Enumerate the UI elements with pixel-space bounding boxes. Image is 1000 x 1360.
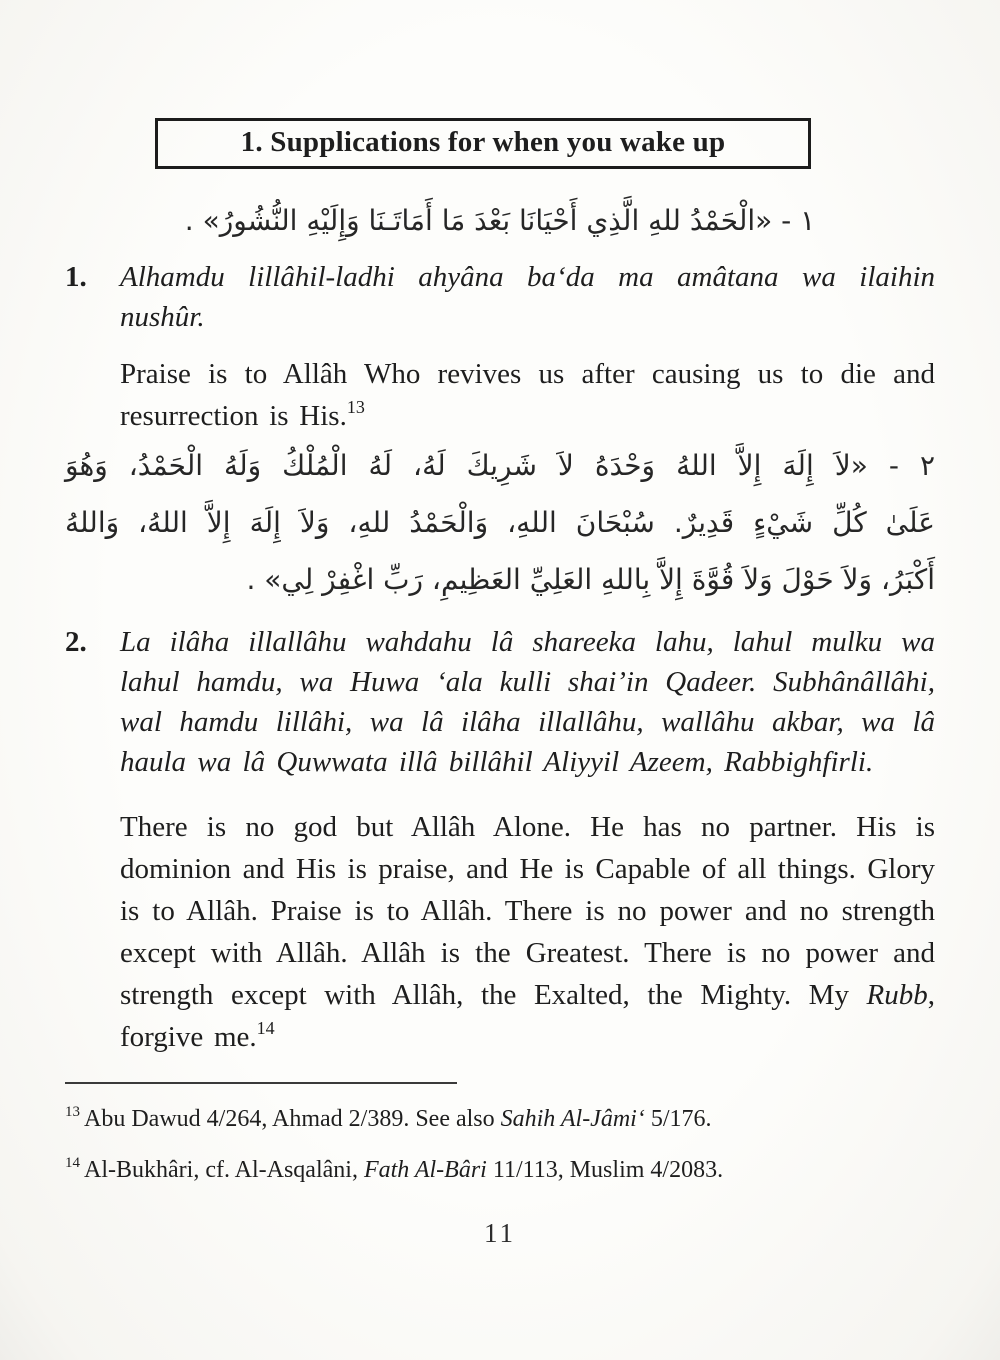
footnote-13-source-title: Sahih Al-Jâmi‘ <box>500 1106 651 1132</box>
footnote-14-text: Al-Bukhâri, cf. Al-Asqalâni, <box>84 1157 364 1183</box>
footnotes-section <box>65 1082 935 1186</box>
footnote-14 <box>65 1148 935 1186</box>
dua-1-number: 1. <box>65 261 87 293</box>
dua-2-transliteration-row <box>65 622 935 782</box>
dua-2-translation-text: There is no god but Allâh Alone. He has no partner. His is dominion and His is praise, and He is Capable of all things. Glory is to Allâh. Praise is to Allâh. There is no power and no strength except with Allâh. Allâh is the Greatest. There is no power and strength except with Allâh, the Exalted, the Mighty. My <box>120 811 935 1011</box>
footnote-13 <box>65 1097 935 1135</box>
dua-2-translation <box>120 806 935 1058</box>
dua-2-arabic-line-2: عَلَىٰ كُلِّ شَيْءٍ قَدِيرٌ. سُبْحَانَ اللهِ، وَالْحَمْدُ للهِ، وَلاَ إِلَهَ إِلاَّ اللهُ، وَاللهُ <box>65 506 935 539</box>
dua-2-translation-italic-term: Rubb <box>866 979 928 1011</box>
footnote-13-number: 13 <box>65 1104 80 1120</box>
footnote-14-number: 14 <box>65 1155 80 1171</box>
dua-1-transliteration-row <box>65 257 935 337</box>
footnote-14-source-title: Fath Al-Bâri <box>363 1157 493 1183</box>
page-content <box>0 118 1000 1249</box>
dua-2-arabic-line-3: أَكْبَرُ، وَلاَ حَوْلَ وَلاَ قُوَّةَ إِلاَّ بِاللهِ العَلِيِّ العَظِيمِ، رَبِّ اغْفِرْ لِي» . <box>246 563 935 596</box>
footnote-ref-14: 14 <box>256 1018 275 1038</box>
footnote-13-text: Abu Dawud 4/264, Ahmad 2/389. See also <box>84 1106 501 1132</box>
footnote-14-text-end: 11/113, Muslim 4/2083. <box>492 1157 724 1183</box>
dua-2-transliteration: La ilâha illallâhu wahdahu lâ shareeka lahu, lahul mulku wa lahul hamdu, wa Huwa ‘ala kulli shai’in Qadeer. Subhânâllâhi, wal hamdu lillâhi, wa lâ ilâha illallâhu, wallâhu akbar, wa lâ haula wa lâ Quwwata illâ billâhil Aliyyil Azeem, Rabbighfirli. <box>120 626 935 778</box>
dua-2-arabic-block <box>65 437 935 608</box>
dua-2-translation-text-end: , forgive me. <box>120 979 935 1053</box>
page-number: 11 <box>484 1218 516 1248</box>
footnote-ref-13: 13 <box>346 397 365 417</box>
footnote-13-text-end: 5/176. <box>650 1106 712 1132</box>
section-title: 1. Supplications for when you wake up <box>240 126 726 158</box>
dua-1-transliteration: Alhamdu lillâhil-ladhi ahyâna ba‘da ma amâtana wa ilaihin nushûr. <box>120 261 935 333</box>
dua-2-arabic-line-1: ٢ - «لاَ إِلَهَ إِلاَّ اللهُ وَحْدَهُ لاَ شَرِيكَ لَهُ، لَهُ الْمُلْكُ وَلَهُ الْحَمْدُ، وَهُوَ <box>65 449 935 482</box>
footnote-divider <box>65 1082 457 1084</box>
dua-1-translation-text: Praise is to Allâh Who revives us after causing us to die and resurrection is His. <box>120 358 935 432</box>
dua-1-arabic-line: ١ - «الْحَمْدُ للهِ الَّذِي أَحْيَانَا بَعْدَ مَا أَمَاتَـنَا وَإِلَيْهِ النُّشُورُ» . <box>184 204 816 237</box>
dua-2-number: 2. <box>65 626 87 658</box>
dua-1-translation <box>120 353 935 437</box>
section-title-box <box>155 118 811 169</box>
